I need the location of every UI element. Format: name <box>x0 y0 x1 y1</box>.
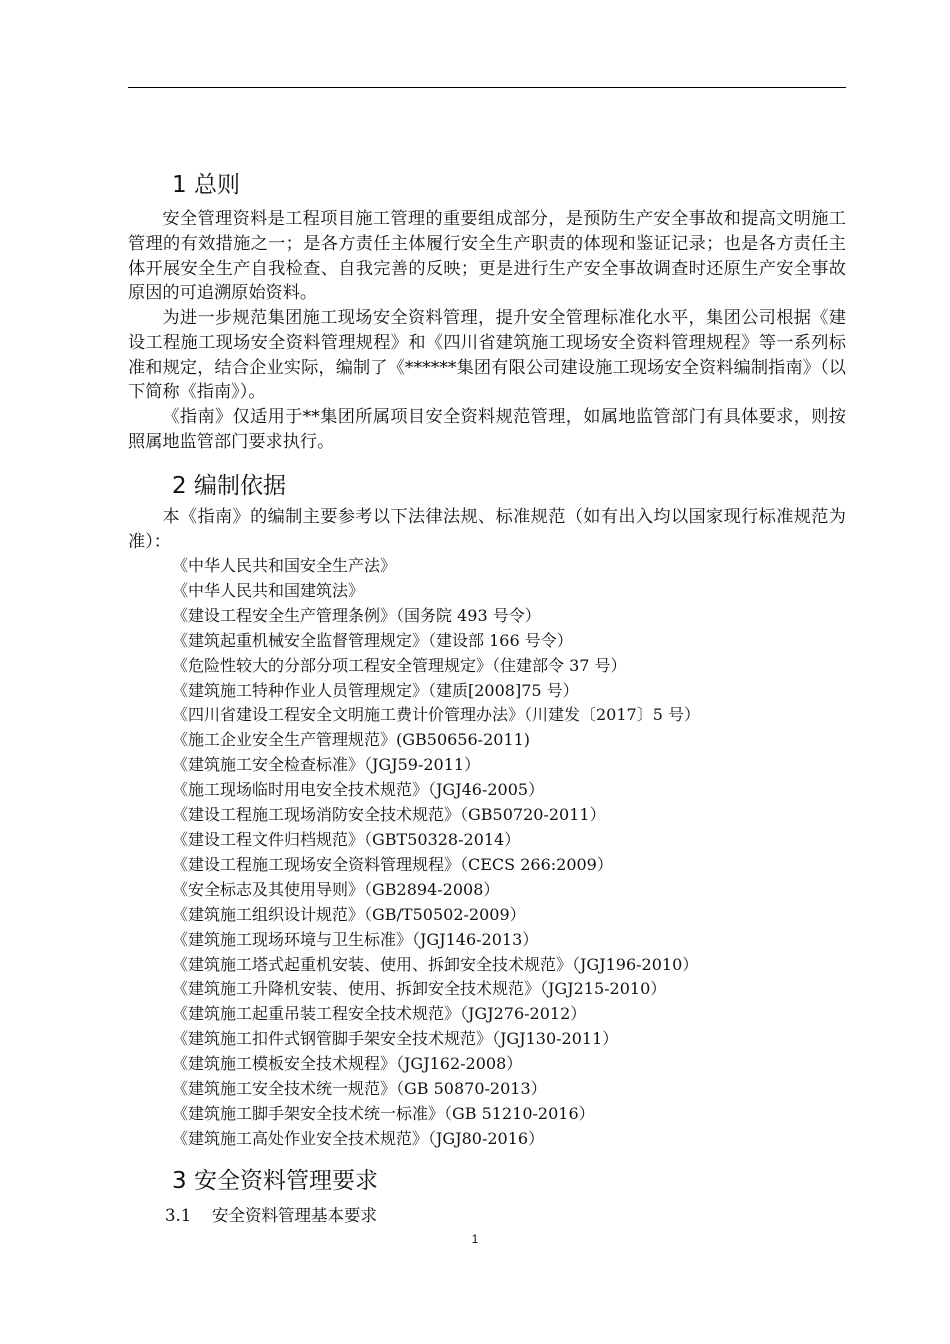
section-1-paragraph-2: 为进一步规范集团施工现场安全资料管理，提升安全管理标准化水平，集团公司根据《建设工程施工现场安全资料管理规程》和《四川省建筑施工现场安全资料管理规程》等一系列标准和规定，结合企业实际，编制了《******集团有限公司建设施工现场安全资料编制指南》（以下简称《指南》）。 <box>128 308 846 403</box>
reference-item: 《四川省建设工程安全文明施工费计价管理办法》（川建发〔2017〕5 号） <box>172 705 700 725</box>
reference-item: 《中华人民共和国建筑法》 <box>172 580 365 600</box>
section-1-paragraph-3: 《指南》仅适用于**集团所属项目安全资料规范管理，如属地监管部门有具体要求，则按照属地监管部门要求执行。 <box>128 407 846 452</box>
reference-item: 《建筑施工组织设计规范》（GB/T50502-2009） <box>172 904 526 924</box>
reference-item: 《建筑施工升降机安装、使用、拆卸安全技术规范》（JGJ215-2010） <box>172 979 667 999</box>
reference-item: 《建设工程文件归档规范》（GBT50328-2014） <box>172 829 521 849</box>
reference-item: 《建筑施工扣件式钢管脚手架安全技术规范》（JGJ130-2011） <box>172 1029 619 1049</box>
reference-item: 《建筑起重机械安全监督管理规定》（建设部 166 号令） <box>172 630 573 650</box>
reference-item: 《建设工程施工现场安全资料管理规程》（CECS 266:2009） <box>172 854 613 874</box>
reference-item: 《建筑施工现场环境与卫生标准》（JGJ146-2013） <box>172 929 539 949</box>
section-2-heading: 2 编制依据 <box>172 473 286 499</box>
reference-item: 《安全标志及其使用导则》（GB2894-2008） <box>172 879 500 899</box>
subsection-3-1 <box>165 1202 377 1226</box>
reference-item: 《建设工程安全生产管理条例》（国务院 493 号令） <box>172 605 541 625</box>
subsection-number: 3.1 <box>165 1206 192 1225</box>
header-rule <box>128 87 846 88</box>
reference-item: 《建筑施工模板安全技术规程》（JGJ162-2008） <box>172 1054 523 1074</box>
reference-item: 《建筑施工安全技术统一规范》（GB 50870-2013） <box>172 1079 547 1099</box>
section-1-paragraph-1: 安全管理资料是工程项目施工管理的重要组成部分，是预防生产安全事故和提高文明施工管理的有效措施之一；是各方责任主体履行安全生产职责的体现和鉴证记录；也是各方责任主体开展安全生产自我检查、自我完善的反映；更是进行生产安全事故调查时还原生产安全事故原因的可追溯原始资料。 <box>128 209 846 304</box>
subsection-title: 安全资料管理基本要求 <box>212 1206 377 1225</box>
reference-item: 《建筑施工起重吊装工程安全技术规范》（JGJ276-2012） <box>172 1004 587 1024</box>
section-3-heading: 3 安全资料管理要求 <box>172 1168 378 1194</box>
section-1-heading: 1 总则 <box>172 172 240 198</box>
reference-item: 《建筑施工高处作业安全技术规范》（JGJ80-2016） <box>172 1128 545 1148</box>
reference-item: 《建筑施工特种作业人员管理规定》（建质[2008]75 号） <box>172 680 579 700</box>
reference-item: 《中华人民共和国安全生产法》 <box>172 556 397 575</box>
reference-item: 《建设工程施工现场消防安全技术规范》（GB50720-2011） <box>172 805 606 825</box>
reference-item: 《施工企业安全生产管理规范》(GB50656-2011) <box>172 730 531 750</box>
section-2-intro: 本《指南》的编制主要参考以下法律法规、标准规范（如有出入均以国家现行标准规范为准）： <box>128 507 846 552</box>
reference-item: 《危险性较大的分部分项工程安全管理规定》（住建部令 37 号） <box>172 655 627 675</box>
reference-item: 《建筑施工安全检查标准》（JGJ59-2011） <box>172 755 481 775</box>
reference-item: 《施工现场临时用电安全技术规范》（JGJ46-2005） <box>172 780 545 800</box>
page-number: 1 <box>471 1232 479 1246</box>
reference-list <box>172 554 700 1152</box>
reference-item: 《建筑施工塔式起重机安装、使用、拆卸安全技术规范》（JGJ196-2010） <box>172 954 699 974</box>
reference-item: 《建筑施工脚手架安全技术统一标准》（GB 51210-2016） <box>172 1103 595 1123</box>
